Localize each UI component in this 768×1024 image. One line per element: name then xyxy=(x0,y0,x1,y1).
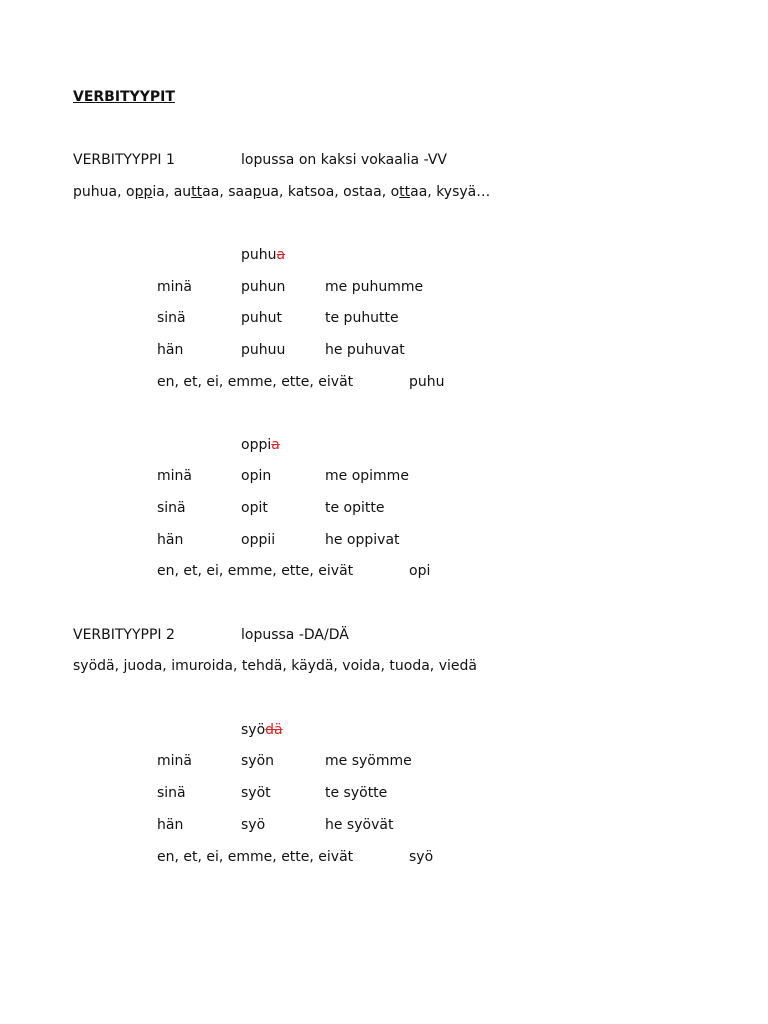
singular-form: opin xyxy=(241,468,272,484)
negation-form: opi xyxy=(409,563,431,579)
pronoun: hän xyxy=(157,532,184,548)
type2-heading: VERBITYYPPI 2 xyxy=(73,627,175,643)
singular-form: puhut xyxy=(241,310,282,326)
negation-form: syö xyxy=(409,849,434,865)
pronoun: minä xyxy=(157,279,192,295)
type1-examples: puhua, oppia, auttaa, saapua, katsoa, ostaa, ottaa, kysyä… xyxy=(73,184,491,200)
plural-form: te opitte xyxy=(325,500,385,516)
plural-form: te puhutte xyxy=(325,310,399,326)
singular-form: opit xyxy=(241,500,268,516)
singular-form: puhun xyxy=(241,279,286,295)
plural-form: me syömme xyxy=(325,753,412,769)
pronoun: hän xyxy=(157,817,184,833)
plural-form: te syötte xyxy=(325,785,388,801)
negation-pronouns: en, et, ei, emme, ette, eivät xyxy=(157,563,354,579)
singular-form: syö xyxy=(241,817,266,833)
type2-rule: lopussa -DA/DÄ xyxy=(241,627,349,643)
page-title: VERBITYYPIT xyxy=(73,89,175,105)
pronoun: hän xyxy=(157,342,184,358)
singular-form: syön xyxy=(241,753,275,769)
verb-infinitive: syödä xyxy=(241,722,283,738)
type1-rule: lopussa on kaksi vokaalia -VV xyxy=(241,152,447,168)
plural-form: he oppivat xyxy=(325,532,400,548)
plural-form: me puhumme xyxy=(325,279,424,295)
plural-form: he syövät xyxy=(325,817,394,833)
negation-form: puhu xyxy=(409,374,445,390)
negation-pronouns: en, et, ei, emme, ette, eivät xyxy=(157,849,354,865)
pronoun: sinä xyxy=(157,310,186,326)
negation-pronouns: en, et, ei, emme, ette, eivät xyxy=(157,374,354,390)
singular-form: oppii xyxy=(241,532,276,548)
singular-form: syöt xyxy=(241,785,271,801)
verb-infinitive: puhua xyxy=(241,247,286,263)
verb-infinitive: oppia xyxy=(241,437,280,453)
pronoun: sinä xyxy=(157,500,186,516)
plural-form: he puhuvat xyxy=(325,342,405,358)
type1-heading: VERBITYYPPI 1 xyxy=(73,152,175,168)
pronoun: sinä xyxy=(157,785,186,801)
pronoun: minä xyxy=(157,468,192,484)
pronoun: minä xyxy=(157,753,192,769)
plural-form: me opimme xyxy=(325,468,409,484)
singular-form: puhuu xyxy=(241,342,286,358)
type2-examples: syödä, juoda, imuroida, tehdä, käydä, voida, tuoda, viedä xyxy=(73,658,477,674)
